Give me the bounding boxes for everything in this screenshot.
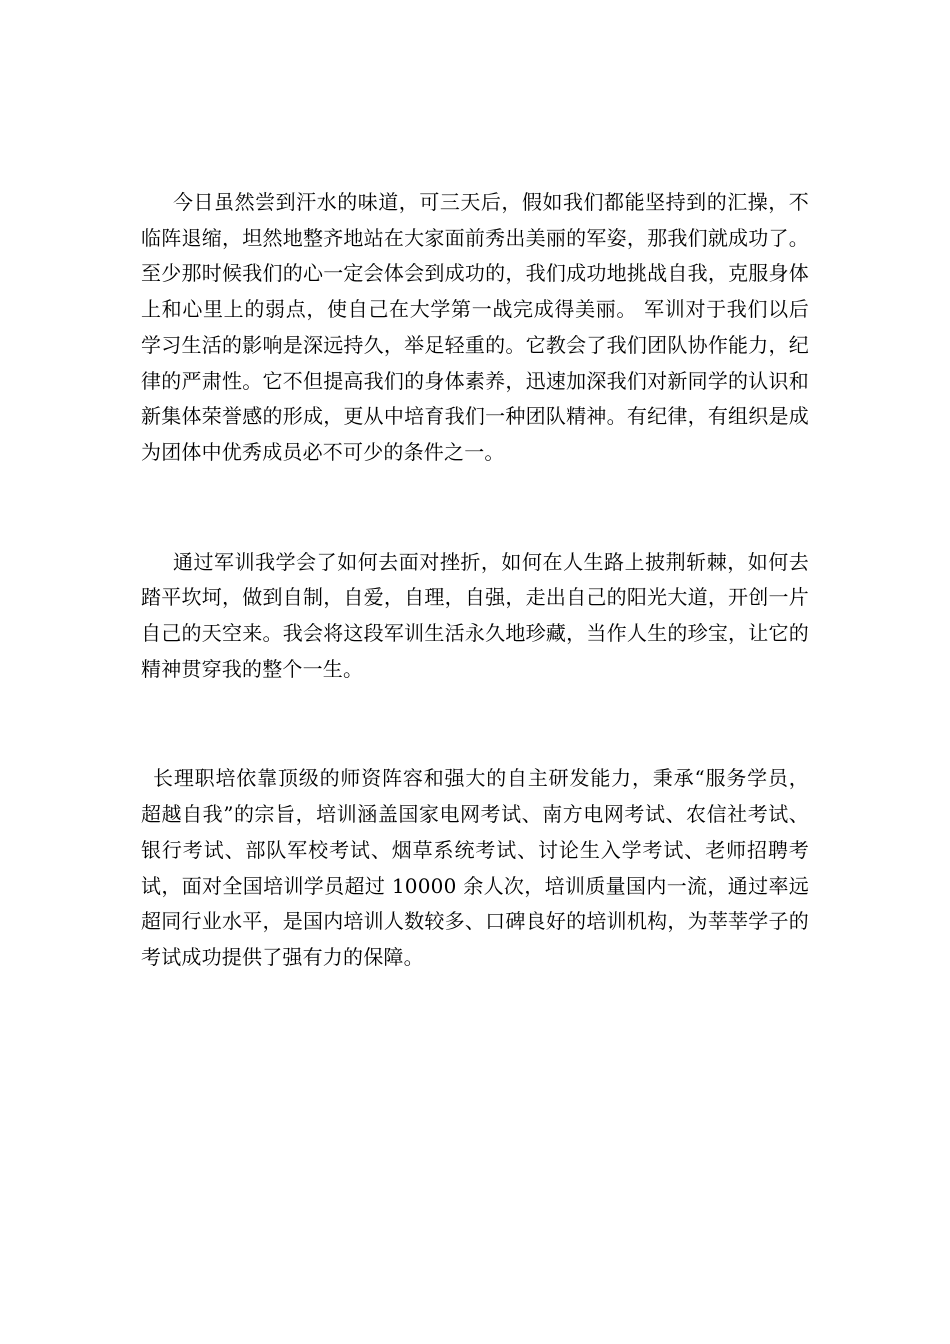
paragraph-military-training-impact: 今日虽然尝到汗水的味道，可三天后，假如我们都能坚持到的汇操，不临阵退缩，坦然地整齐地站在大家面前秀出美丽的军姿，那我们就成功了。至少那时候我们的心一定会体会到成功的，我们成功地挑战自我，克服身体上和心里上的弱点，使自己在大学第一战完成得美丽。 军训对于我们以后学习生活的影响是深远持久，举足轻重的。它教会了我们团队协作能力，纪律的严肃性。它不但提高我们的身体素养，迅速加深我们对新同学的认识和新集体荣誉感的形成，更从中培育我们一种团队精神。有纪律，有组织是成为团体中优秀成员必不可少的条件之一。 [141, 190, 809, 464]
paragraph-training-institution: 长理职培依靠顶级的师资阵容和强大的自主研发能力，秉承“服务学员，超越自我”的宗旨，培训涵盖国家电网考试、南方电网考试、农信社考试、银行考试、部队军校考试、烟草系统考试、讨论生入学考试、老师招聘考试，面对全国培训学员超过 10000 余人次，培训质量国内一流，通过率远超同行业水平，是国内培训人数较多、口碑良好的培训机构，为莘莘学子的考试成功提供了强有力的保障。 [141, 766, 809, 969]
paragraph-lessons-learned: 通过军训我学会了如何去面对挫折，如何在人生路上披荆斩棘，如何去踏平坎坷，做到自制，自爱，自理，自强，走出自己的阳光大道，开创一片自己的天空来。我会将这段军训生活永久地珍藏，当作人生的珍宝，让它的精神贯穿我的整个一生。 [141, 549, 809, 681]
document-body [141, 185, 809, 976]
